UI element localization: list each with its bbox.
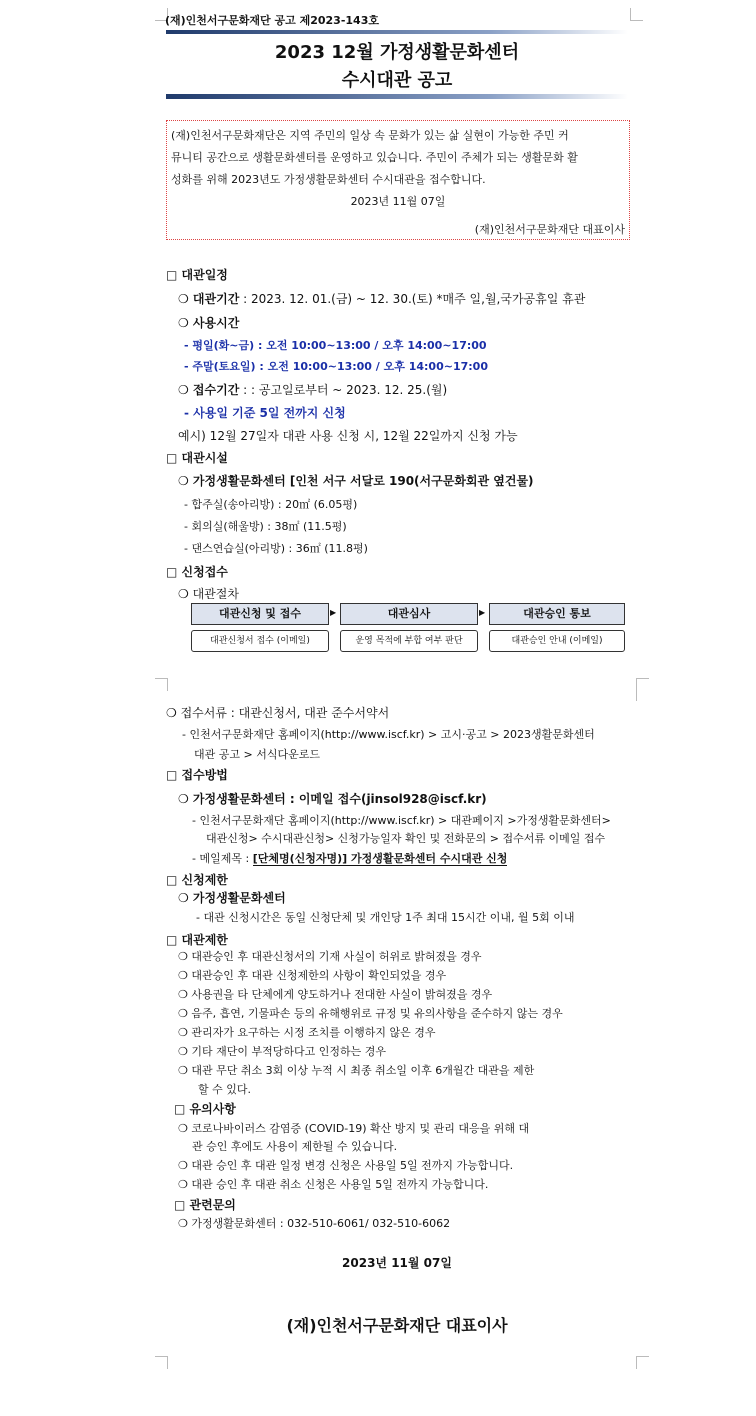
restriction-item: ❍ 대관승인 후 대관신청서의 기재 사실이 허위로 밝혀졌을 경우 xyxy=(178,950,482,963)
note-item: ❍ 대관 승인 후 대관 취소 신청은 사용일 5일 전까지 가능합니다. xyxy=(178,1178,489,1191)
doc-number: (재)인천서구문화재단 공고 제2023-143호 xyxy=(165,14,379,27)
arrow-right-icon: ▶ xyxy=(479,608,486,617)
section-heading-application: □ 신청접수 xyxy=(166,565,228,579)
intro-line: (재)인천서구문화재단은 지역 주민의 일상 속 문화가 있는 삶 실현이 가능한 주민 커 xyxy=(171,129,569,142)
documents-link-line: 대관 공고 > 서식다운로드 xyxy=(194,748,320,761)
section-heading-facilities: □ 대관시설 xyxy=(166,451,228,465)
step-desc: 대관승인 안내 (이메일) xyxy=(489,630,625,652)
documents-link-line: - 인천서구문화재단 홈페이지(http://www.iscf.kr) > 고시·공고 > 2023생활문화센터 xyxy=(182,728,595,741)
intro-box xyxy=(166,120,630,240)
section-heading-restriction: □ 대관제한 xyxy=(166,933,228,947)
contact-line: ❍ 가정생활문화센터 : 032-510-6061/ 032-510-6062 xyxy=(178,1217,451,1230)
crop-mark xyxy=(155,1356,168,1369)
arrow-right-icon: ▶ xyxy=(330,608,337,617)
intro-line: 뮤니티 공간으로 생활문화센터를 운영하고 있습니다. 주민이 주체가 되는 생활문화 활 xyxy=(171,151,578,164)
step-box: 대관승인 통보 xyxy=(489,603,625,625)
restriction-item: ❍ 사용권을 타 단체에게 양도하거나 전대한 사실이 밝혀졌을 경우 xyxy=(178,988,493,1001)
footer-signer: (재)인천서구문화재단 대표이사 xyxy=(286,1316,508,1335)
facility-room: - 댄스연습실(아리방) : 36㎡ (11.8평) xyxy=(184,542,368,555)
method-line: 대관신청> 수시대관신청> 신청가능일자 확인 및 전화문의 > 접수서류 이메일 접수 xyxy=(206,832,606,845)
crop-mark xyxy=(155,678,168,691)
header-bar-bottom xyxy=(166,94,628,99)
method-line: - 인천서구문화재단 홈페이지(http://www.iscf.kr) > 대관페이지 >가정생활문화센터> xyxy=(192,814,611,827)
intro-date: 2023년 11월 07일 xyxy=(350,195,446,208)
page-title: 2023 12월 가정생활문화센터 xyxy=(274,42,520,63)
limit-line: - 대관 신청시간은 동일 신청단체 및 개인당 1주 최대 15시간 이내, 월 5회 이내 xyxy=(196,911,575,924)
crop-mark xyxy=(636,678,649,701)
section-heading-limit: □ 신청제한 xyxy=(166,873,228,887)
step-desc: 대관신청서 접수 (이메일) xyxy=(191,630,329,652)
restriction-item: 할 수 있다. xyxy=(198,1083,251,1096)
deadline-note: - 사용일 기준 5일 전까지 신청 xyxy=(184,406,346,420)
schedule-example: 예시) 12월 27일자 대관 사용 신청 시, 12월 22일까지 신청 가능 xyxy=(178,429,518,443)
facility-center: ❍ 가정생활문화센터 [인천 서구 서달로 190(서구문화회관 옆건물) xyxy=(178,474,534,488)
step-desc: 운영 목적에 부합 여부 판단 xyxy=(340,630,478,652)
receipt-value: : : 공고일로부터 ~ 2023. 12. 25.(월) xyxy=(243,383,448,397)
restriction-item: ❍ 대관 무단 취소 3회 이상 누적 시 최종 취소일 이후 6개월간 대관을 제한 xyxy=(178,1064,535,1077)
note-item: ❍ 코로나바이러스 감염증 (COVID-19) 확산 방지 및 관리 대응을 위해 대 xyxy=(178,1122,530,1135)
mail-subject-value: [단체명(신청자명)] 가정생활문화센터 수시대관 신청 xyxy=(252,852,508,865)
mail-subject xyxy=(192,850,507,866)
procedure-label: ❍ 대관절차 xyxy=(178,587,239,601)
restriction-item: ❍ 관리자가 요구하는 시정 조치를 이행하지 않은 경우 xyxy=(178,1026,436,1039)
step-box: 대관신청 및 접수 xyxy=(191,603,329,625)
crop-mark xyxy=(636,1356,649,1369)
schedule-period xyxy=(178,290,585,307)
facility-room: - 회의실(해울방) : 38㎡ (11.5평) xyxy=(184,520,347,533)
header-bar-top xyxy=(166,30,628,34)
facility-room: - 합주실(송아리방) : 20㎡ (6.05평) xyxy=(184,498,358,511)
footer-date: 2023년 11월 07일 xyxy=(342,1256,452,1270)
page-subtitle: 수시대관 공고 xyxy=(341,70,453,91)
step-box: 대관심사 xyxy=(340,603,478,625)
note-item: ❍ 대관 승인 후 대관 일정 변경 신청은 사용일 5일 전까지 가능합니다. xyxy=(178,1159,514,1172)
section-heading-contact: □ 관련문의 xyxy=(174,1198,236,1212)
weekend-hours: - 주말(토요일) : 오전 10:00~13:00 / 오후 14:00~17:00 xyxy=(184,360,488,373)
intro-line: 성화를 위해 2023년도 가정생활문화센터 수시대관을 접수합니다. xyxy=(171,173,486,186)
mail-subject-label: - 메일제목 : xyxy=(192,852,250,865)
period-value: : 2023. 12. 01.(금) ~ 12. 30.(토) *매주 일,월,국가공휴일 휴관 xyxy=(243,292,586,306)
intro-signer: (재)인천서구문화재단 대표이사 xyxy=(474,223,625,236)
section-heading-schedule: □ 대관일정 xyxy=(166,268,228,282)
documents-line: ❍ 접수서류 : 대관신청서, 대관 준수서약서 xyxy=(166,706,390,720)
crop-mark xyxy=(630,8,643,21)
receipt-period xyxy=(178,381,447,398)
limit-center: ❍ 가정생활문화센터 xyxy=(178,891,286,905)
usage-label: ❍ 사용시간 xyxy=(178,316,240,330)
note-item: 관 승인 후에도 사용이 제한될 수 있습니다. xyxy=(192,1140,398,1153)
method-center: ❍ 가정생활문화센터 : 이메일 접수(jinsol928@iscf.kr) xyxy=(178,792,487,806)
weekday-hours: - 평일(화~금) : 오전 10:00~13:00 / 오후 14:00~17:00 xyxy=(184,339,487,352)
restriction-item: ❍ 대관승인 후 대관 신청제한의 사항이 확인되었을 경우 xyxy=(178,969,447,982)
restriction-item: ❍ 음주, 흡연, 기물파손 등의 유해행위로 규정 및 유의사항을 준수하지 않는 경우 xyxy=(178,1007,563,1020)
period-label: ❍ 대관기간 xyxy=(178,292,240,306)
receipt-label: ❍ 접수기간 xyxy=(178,383,240,397)
restriction-item: ❍ 기타 재단이 부적당하다고 인정하는 경우 xyxy=(178,1045,386,1058)
section-heading-method: □ 접수방법 xyxy=(166,768,228,782)
section-heading-notes: □ 유의사항 xyxy=(174,1102,236,1116)
